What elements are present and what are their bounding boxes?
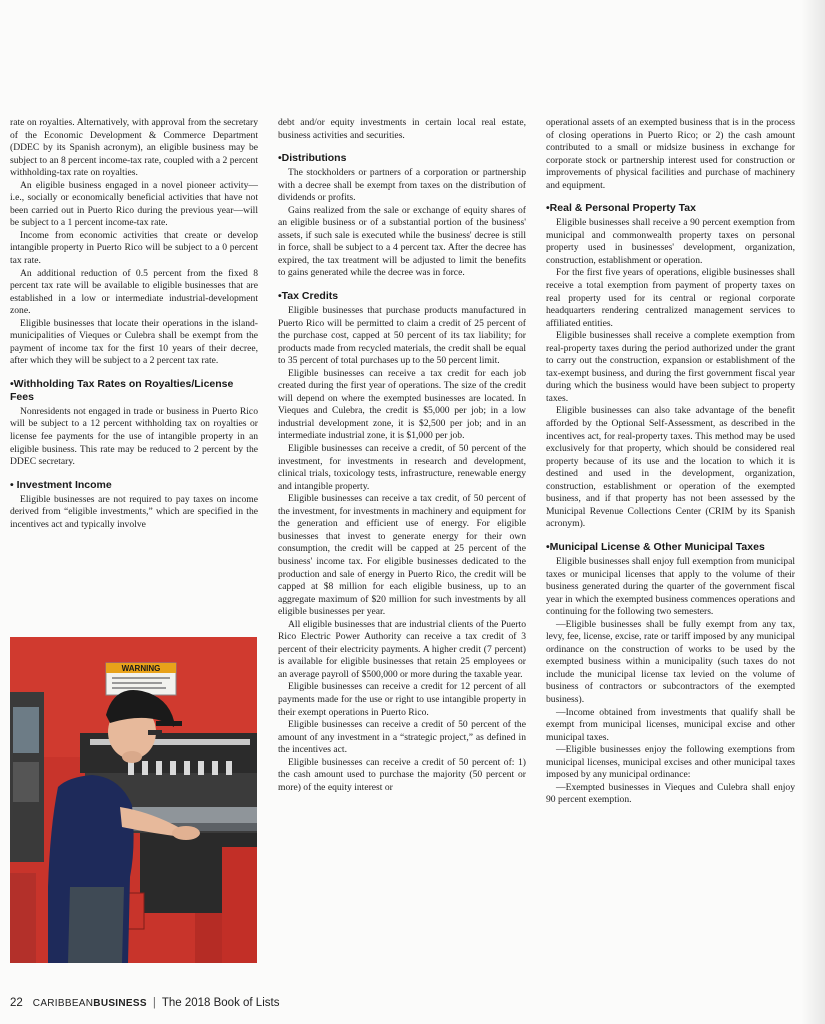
paragraph: Income from economic activities that create or develop intangible property in Puerto Rico will be subject to a 0 percent tax rate. <box>10 229 258 267</box>
section-heading-investment-income: • Investment Income <box>10 478 112 491</box>
page-edge-shadow <box>801 0 825 1024</box>
worker-photo <box>10 637 257 963</box>
warning-sign-text: WARNING <box>121 664 161 673</box>
paragraph: All eligible businesses that are industrial clients of the Puerto Rico Electric Power Authority can receive a tax credit of 3 percent of their electricity payments. A higher credit (7 percent) is available for eligible businesses that retain 25 employees or an average payroll of $500,000 or more during the taxable year. <box>278 618 526 680</box>
paragraph: Eligible businesses are not required to pay taxes on income derived from “eligible investments,” which are specified in the incentives act and typically involve <box>10 493 258 530</box>
paragraph: Eligible businesses can receive a credit of 50 percent of: 1) the cash amount used to purchase the majority (50 percent or more) of the equity interest or <box>278 756 526 793</box>
paragraph: An additional reduction of 0.5 percent from the fixed 8 percent tax rate will be available to eligible businesses that are established in a low or intermediate industrial-development zone. <box>10 267 258 317</box>
paragraph: The stockholders or partners of a corporation or partnership with a decree shall be exempt from taxes on the distribution of dividends or profits. <box>278 167 526 204</box>
article-column-3 <box>546 117 795 807</box>
paragraph: debt and/or equity investments in certain local real estate, business activities and securities. <box>278 117 526 141</box>
article-column-2 <box>278 117 526 794</box>
paragraph: rate on royalties. Alternatively, with approval from the secretary of the Economic Development & Commerce Department (DDEC by its Spanish acronym), an eligible business may be subject to an 8 percent income-tax rate, coupled with a 2 percent withholding-tax rate on royalties. <box>10 117 258 179</box>
brand-business: BUSINESS <box>93 998 147 1009</box>
paragraph: Eligible businesses can receive a tax credit, of 50 percent of the investment, for investments in machinery and equipment for the generation and efficient use of energy. For eligible businesses that invest to generate energy for their own consumption, the credit will be capped at 25 percent of the business' income tax. For eligible businesses dedicated to the production and sale of energy in Puerto Rico, the credit will be capped at $8 million for each eligible business, up to an aggregate maximum of $20 million for such investments by all eligible businesses per year. <box>278 493 526 618</box>
page-number: 22 <box>10 997 23 1009</box>
paragraph: For the first five years of operations, eligible businesses shall receive a total exemption from payment of property taxes on real property used for its central or regional corporate headquarters rendering centralized management services to affiliated entities. <box>546 267 795 329</box>
paragraph: operational assets of an exempted business that is in the process of closing operations in Puerto Rico; or 2) the cash amount contributed to a small or midsize business in exchange for corporate stock or partnership interest used for construction or improvements of physical facilities and purchase of machinery and equipment. <box>546 117 795 191</box>
section-heading-municipal-taxes: •Municipal License & Other Municipal Taxes <box>546 540 765 553</box>
publication-title: The 2018 Book of Lists <box>161 997 280 1009</box>
article-column-1 <box>10 117 258 531</box>
paragraph: Nonresidents not engaged in trade or business in Puerto Rico will be subject to a 12 percent withholding tax on royalties or license fee payments for the use of intangible property in an eligible business. This rate may be reduced to 2 percent by the DDEC secretary. <box>10 405 258 468</box>
photo-illustration <box>10 637 257 963</box>
paragraph: Eligible businesses shall enjoy full exemption from municipal taxes or municipal licenses that apply to the volume of their business generated during the quarter of the government fiscal year in which the exempted business commences operations and continuing for the following two semesters. <box>546 555 795 618</box>
section-heading-property-tax: •Real & Personal Property Tax <box>546 202 696 215</box>
paragraph: An eligible business engaged in a novel pioneer activity—i.e., socially or economically beneficial activities that have not been carried out in Puerto Rico during the previous year—will be subject to a 1 percent income-tax rate. <box>10 179 258 229</box>
section-heading-withholding: •Withholding Tax Rates on Royalties/License Fees <box>10 377 234 403</box>
paragraph: —Exempted businesses in Vieques and Culebra shall enjoy 90 percent exemption. <box>546 781 795 806</box>
paragraph: Eligible businesses can receive a tax credit for each job created during the first year of operations. The size of the credit will depend on where the exempted businesses are located. In Vieques and Culebra, the credit is $5,000 per job; in a low industrial development zone, it is $2,500 per job; and in an intermediate industrial zone, it is $1,000 per job. <box>278 367 526 442</box>
footer-separator: | <box>152 997 156 1009</box>
paragraph: Eligible businesses can receive a credit, of 50 percent of the investment, for investments in research and development, clinical trials, toxicology tests, infrastructure, renewable energy and intangible property. <box>278 443 526 492</box>
brand-caribbean: CARIBBEAN <box>32 998 94 1009</box>
paragraph: —Income obtained from investments that qualify shall be exempt from municipal licenses, municipal excise and other municipal taxes. <box>546 706 795 743</box>
paragraph: Eligible businesses can receive a credit of 50 percent of the amount of any investment in a “strategic project,” as defined in the incentives act. <box>278 719 526 756</box>
paragraph: Gains realized from the sale or exchange of equity shares of an eligible business or of a substantial portion of the business' assets, if such sale is executed while the business' decree is still in force, shall be subject to a 4 percent tax. After the decree has expired, the tax treatment will be adjusted to limit the benefits to gains generated while the decree was in force. <box>278 204 526 279</box>
paragraph: Eligible businesses that purchase products manufactured in Puerto Rico will be permitted to claim a credit of 25 percent of the purchase cost, capped at 50 percent of its tax liability; for products made from recycled materials, the credit shall be equal to 35 percent of total purchases up to the 50 percent limit. <box>278 305 526 367</box>
paragraph: —Eligible businesses enjoy the following exemptions from municipal licenses, municipal excises and other municipal taxes imposed by any municipal ordinance: <box>546 744 795 781</box>
paragraph: Eligible businesses can receive a credit for 12 percent of all payments made for the use or right to use intangible property in their exempt operations in Puerto Rico. <box>278 681 526 718</box>
paragraph: Eligible businesses can also take advantage of the benefit afforded by the Optional Self-Assessment, as described in the incentives act, for real-property taxes. This method may be used exclusively for that property, which should be considered real property because of its use and the location to which it is destined and used in the development, organization, construction, establishment or operation of the exempted business, and if that property has not been assessed by the Municipal Revenue Collections Center (CRIM by its Spanish acronym). <box>546 405 795 530</box>
paragraph: Eligible businesses shall receive a complete exemption from real-property taxes during the period authorized under the grant to carry out the construction, expansion or establishment of the tax-exempt business, and during the first government fiscal year during which the business would have been subject to property taxes. <box>546 330 795 404</box>
page-footer <box>10 997 279 1009</box>
paragraph: Eligible businesses that locate their operations in the island-municipalities of Vieques or Culebra shall be exempt from the payment of income tax for the first 10 years of their decree, after which they will be subject to a 2 percent tax rate. <box>10 317 258 367</box>
paragraph: —Eligible businesses shall be fully exempt from any tax, levy, fee, license, excise, rate or tariff imposed by any municipal ordinance on the construction of works to be used by the exempted business within a municipality (such taxes do not include the municipal license tax levied on the volume of business of contractors or subcontractors of the exempted business). <box>546 618 795 705</box>
paragraph: Eligible businesses shall receive a 90 percent exemption from municipal and commonwealth property taxes on personal property used in businesses' development, organization, construction, establishment or operation. <box>546 217 795 266</box>
section-heading-tax-credits: •Tax Credits <box>278 290 339 303</box>
section-heading-distributions: •Distributions <box>278 152 347 165</box>
